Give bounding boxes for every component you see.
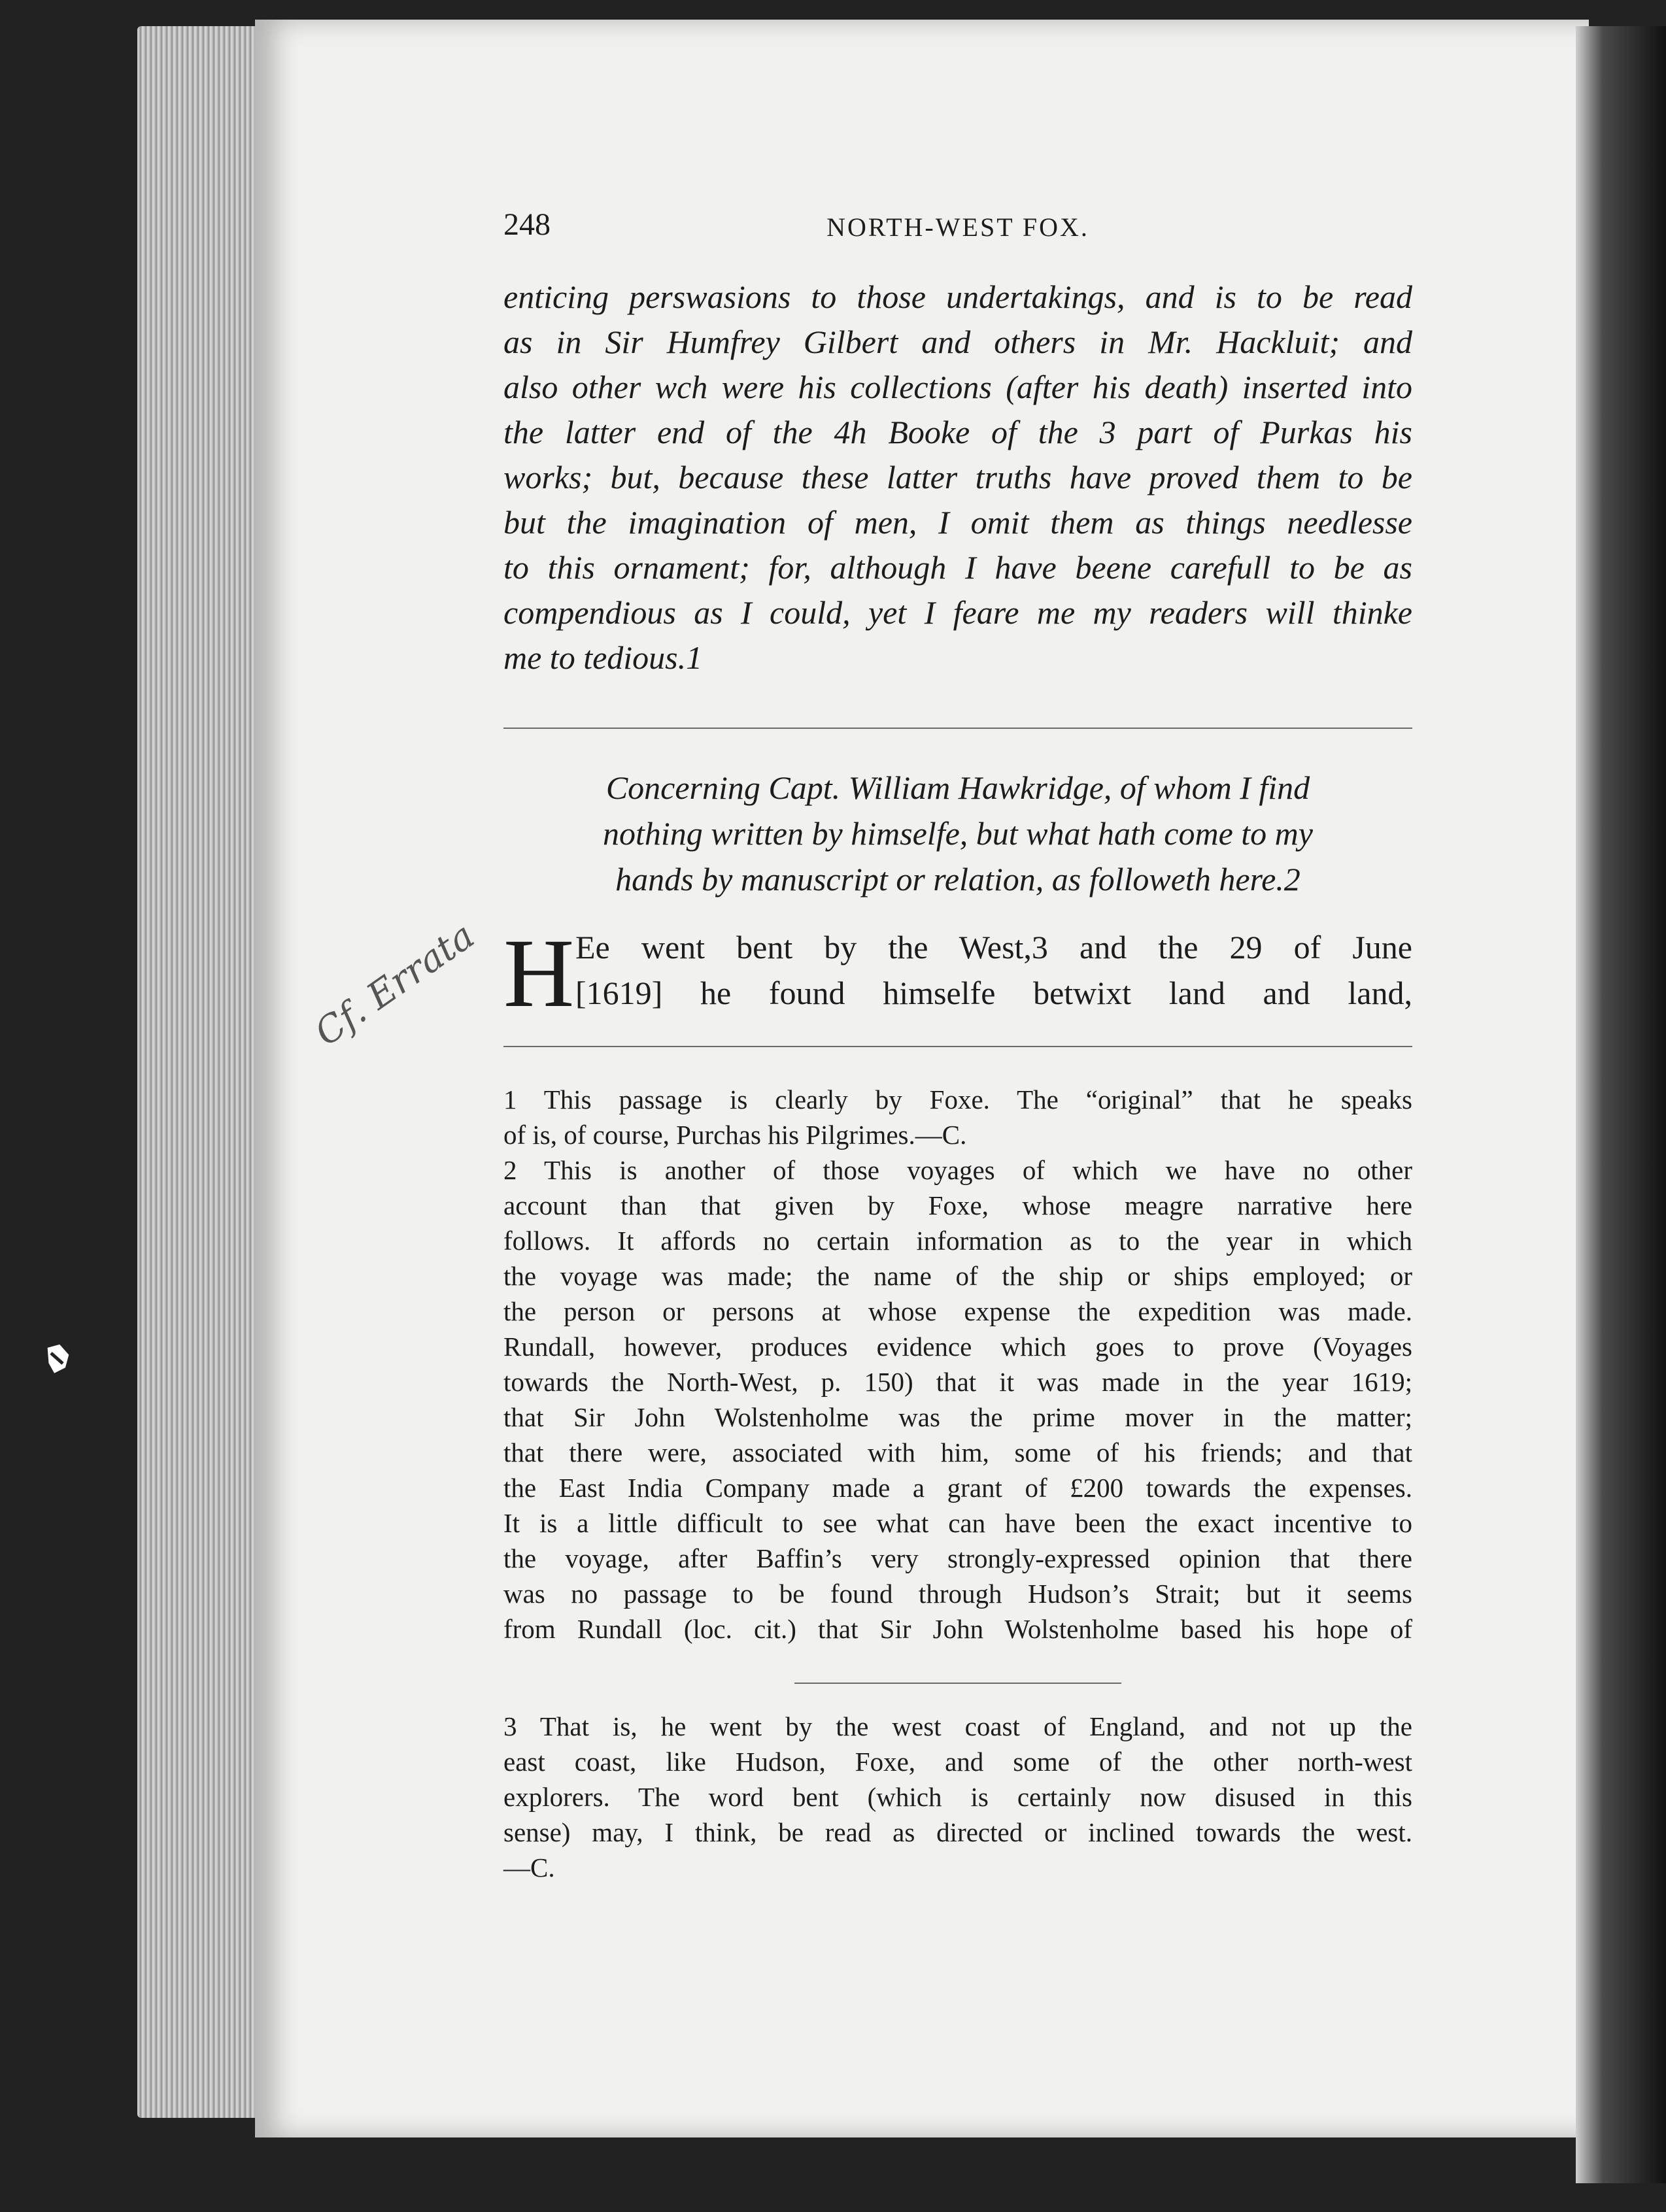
running-title: NORTH-WEST FOX. [826,212,1089,242]
footnote-line: towards the North-West, p. 150) that it was made in the year 1619; [503,1367,1412,1397]
heading-line: hands by manuscript or relation, as followeth here.2 [615,861,1300,897]
text-line: works; but, because these latter truths have proved them to be [503,459,1412,495]
footnote-line: the voyage, after Baffin’s very strongly-expressed opinion that there [503,1543,1412,1573]
footnote-line: the East India Company made a grant of £200 towards the expenses. [503,1473,1412,1503]
text-line: the latter end of the 4h Booke of the 3 part of Purkas his [503,414,1412,450]
footnote-line: account than that given by Foxe, whose meagre narrative here [503,1190,1412,1220]
footnote-line: that there were, associated with him, some of his friends; and that [503,1437,1412,1467]
main-text-block [503,275,1412,680]
footnote-line: from Rundall (loc. cit.) that Sir John Wolstenholme based his hope of [503,1614,1412,1644]
footnote-line: the voyage was made; the name of the ship or ships employed; or [503,1261,1412,1291]
running-head [503,207,1412,252]
page-number: 248 [503,207,551,242]
chapter-line: Ee went bent by the West,3 and the 29 of June [575,929,1412,965]
footnote-divider [503,1046,1412,1047]
footnote-line: follows. It affords no certain information as to the year in which [503,1226,1412,1256]
footnote-line: —C. [503,1852,555,1883]
section-heading [503,765,1412,902]
section-divider [503,728,1412,729]
footnote-line: 1 This passage is clearly by Foxe. The “original” that he speaks [503,1084,1412,1114]
footnote-line: sense) may, I think, be read as directed or inclined towards the west. [503,1817,1412,1847]
footnote-line: that Sir John Wolstenholme was the prime mover in the matter; [503,1402,1412,1432]
footnote-line: of is, of course, Purchas his Pilgrimes.—C. [503,1120,967,1150]
text-line: enticing perswasions to those undertakings, and is to be read [503,278,1412,315]
handwritten-margin-note: Cf. Errata [307,914,483,1055]
text-line: as in Sir Humfrey Gilbert and others in Mr. Hackluit; and [503,324,1412,360]
footnote-line: 3 That is, he went by the west coast of England, and not up the [503,1711,1412,1741]
footnote-line: east coast, like Hudson, Foxe, and some of the other north-west [503,1747,1412,1777]
footnote-line: was no passage to be found through Hudson’s Strait; but it seems [503,1579,1412,1609]
footnote-short-rule [794,1683,1121,1684]
footnote-line: explorers. The word bent (which is certainly now disused in this [503,1782,1412,1812]
text-line: compendious as I could, yet I feare me my readers will thinke [503,594,1412,631]
text-line: also other wch were his collections (after his death) inserted into [503,369,1412,405]
gutter-shadow [1576,26,1666,2183]
book-page-edges [137,26,262,2118]
footnote-line: 2 This is another of those voyages of which we have no other [503,1155,1412,1185]
text-line: but the imagination of men, I omit them as things needlesse [503,504,1412,541]
footnotes-continued-block [503,1709,1412,1885]
chapter-opening [503,919,1412,1028]
heading-line: Concerning Capt. William Hawkridge, of whom I find [605,769,1310,806]
heading-line: nothing written by himselfe, but what hath come to my [603,815,1313,852]
text-line: me to tedious.1 [503,639,703,676]
footnote-line: the person or persons at whose expense the expedition was made. [503,1296,1412,1326]
drop-cap: H [503,919,575,1028]
text-line: to this ornament; for, although I have beene carefull to be as [503,549,1412,586]
footnotes-block [503,1082,1412,1647]
footnote-line: It is a little difficult to see what can have been the exact incentive to [503,1508,1412,1538]
footnote-line: Rundall, however, produces evidence which goes to prove (Voyages [503,1332,1412,1362]
paper-clip-mark [41,1340,76,1379]
chapter-line: [1619] he found himselfe betwixt land and land, [575,975,1412,1011]
